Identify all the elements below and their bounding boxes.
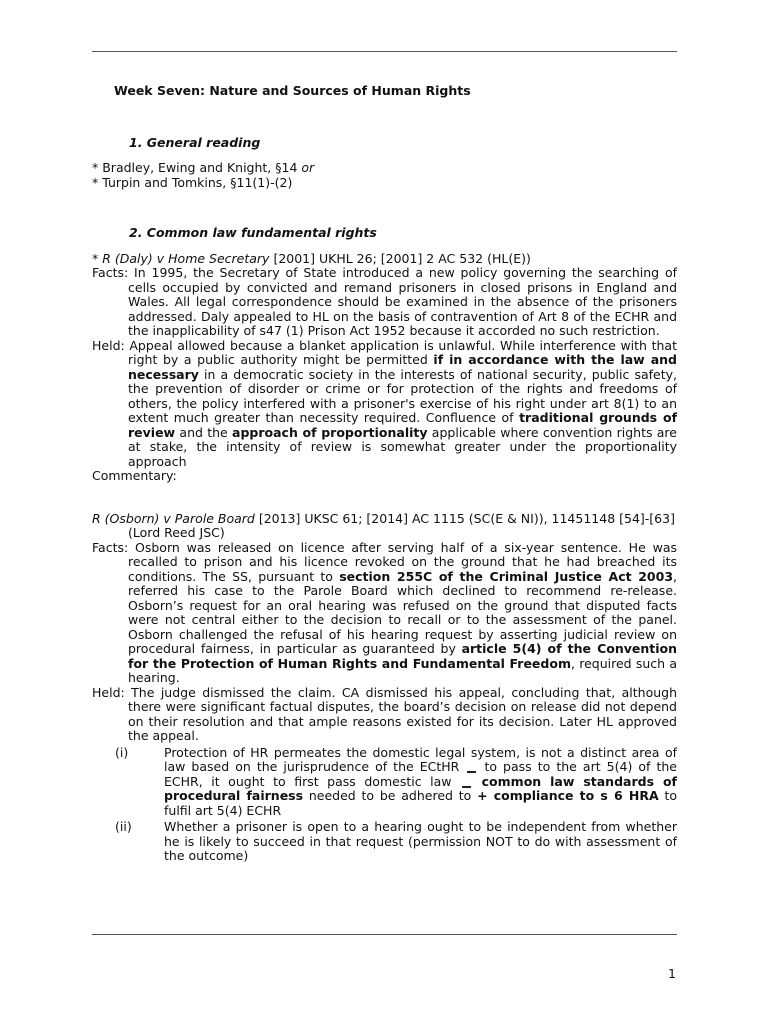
case-osborn-title: R (Osborn) v Parole Board [2013] UKSC 61; [2014] AC 1115 (SC(E & NI)), 11451148 [54]-[63] (Lord Reed JSC) bbox=[92, 510, 675, 540]
arrow-icon bbox=[467, 766, 476, 773]
document-body bbox=[92, 84, 677, 864]
held-point-ii: (ii) Whether a prisoner is open to a hearing ought to be independent from whether he is likely to succeed in that request (permission NOT to do with assessment of the outcome) bbox=[115, 819, 677, 863]
footer-rule bbox=[92, 934, 677, 935]
case-daly-title: * R (Daly) v Home Secretary [2001] UKHL 26; [2001] 2 AC 532 (HL(E)) bbox=[92, 250, 531, 266]
case-osborn-facts: Facts: Osborn was released on licence after serving half of a six-year sentence. He was recalled to prison and his licence revoked on the ground that he had breached its conditions. The SS, pursuant to section 255C of the Criminal Justice Act 2003, referred his case to the Parole Board which declined to recommend re-release. Osborn’s request for an oral hearing was refused on the ground that disputed facts were not central either to the decision to recall or to the assessment of the panel. Osborn challenged the refusal of his hearing request by asserting judicial review on procedural fairness, in particular as guaranteed by article 5(4) of the Convention for the Protection of Human Rights and Fundamental Freedom, required such a hearing. bbox=[92, 539, 678, 685]
held-point-i: (i) Protection of HR permeates the domestic legal system, is not a distinct area of law based on the jurisprudence of the ECtHR to pass to the art 5(4) of the ECHR, it ought to first pass domestic law common law standards of procedural fairness needed to be adhered to + compliance to s 6 HRA to fulfil art 5(4) ECHR bbox=[115, 744, 677, 818]
reading-item-2: * Turpin and Tomkins, §11(1)-(2) bbox=[92, 174, 293, 190]
reading-item-1: * Bradley, Ewing and Knight, §14 or bbox=[92, 160, 315, 175]
arrow-icon bbox=[462, 781, 471, 788]
header-rule bbox=[92, 51, 677, 52]
case-daly-commentary: Commentary: bbox=[92, 468, 177, 483]
case-osborn-held: Held: The judge dismissed the claim. CA dismissed his appeal, concluding that, although there were significant factual disputes, the board’s decision on release did not depend on their resolution and that ample reasons existed for its decision. Later HL approved the appeal. bbox=[92, 684, 677, 743]
section-heading-common-law: 2. Common law fundamental rights bbox=[129, 225, 377, 240]
case-daly-held: Held: Appeal allowed because a blanket application is unlawful. While interference with that right by a public authority might be permitted if in accordance with the law and necessary in a democratic society in the interests of national security, public safety, the prevention of disorder or crime or for protection of the rights and freedoms of others, the policy interfered with a prisoner's exercise of his right under art 8(1) to an extent much greater than necessity required. Confluence of traditional grounds of review and the approach of proportionality applicable where convention rights are at stake, the intensity of review is somewhat greater under the proportionality approach bbox=[92, 337, 678, 469]
section-heading-general-reading: 1. General reading bbox=[129, 134, 261, 150]
case-daly-facts: Facts: In 1995, the Secretary of State introduced a new policy governing the searching of cells occupied by convicted and remand prisoners in closed prisons in England and Wales. All legal correspondence should be examined in the absence of the prisoners addressed. Daly appealed to HL on the basis of contravention of Art 8 of the ECHR and the inapplicability of s47 (1) Prison Act 1952 because it accorded no such restriction. bbox=[92, 265, 677, 338]
page-number: 1 bbox=[668, 966, 676, 981]
page-title: Week Seven: Nature and Sources of Human Rights bbox=[114, 83, 471, 98]
